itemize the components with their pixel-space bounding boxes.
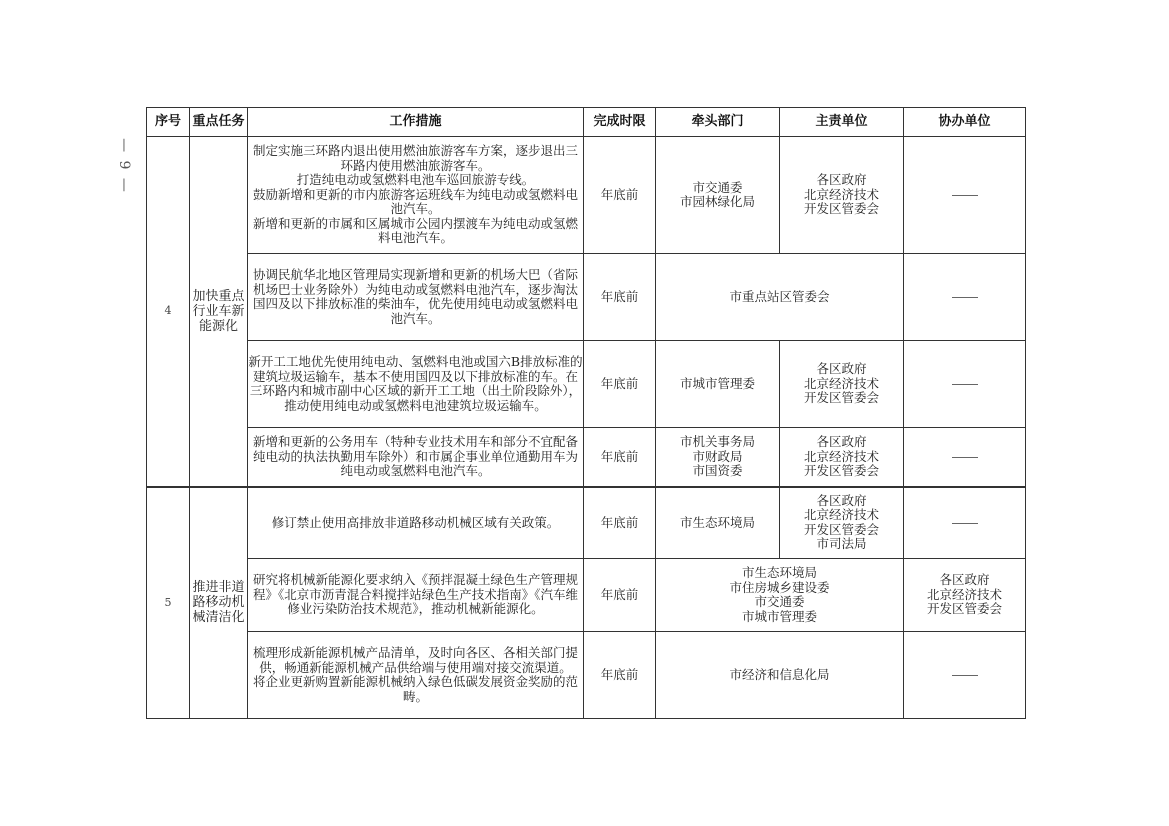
measure-cell — [248, 428, 584, 487]
lead-unit: 市机关事务局 — [679, 434, 755, 449]
responsible-cell — [780, 428, 904, 487]
table-row — [147, 137, 1026, 254]
lead-unit: 市财政局 — [692, 448, 743, 464]
lead-responsible-merged-cell: 市经济和信息化局 — [656, 632, 904, 719]
lead-cell — [656, 341, 780, 428]
lead-unit: 市交通委 — [692, 179, 743, 195]
lead-unit: 市住房城乡建设委 — [729, 579, 830, 595]
lead-responsible-merged-cell — [656, 559, 904, 632]
lead-cell — [656, 137, 780, 254]
lead-unit: 市生态环境局 — [741, 565, 817, 580]
lead-cell — [656, 428, 780, 487]
header-lead: 牵头部门 — [656, 108, 780, 137]
responsible-cell — [780, 137, 904, 254]
task-table — [146, 107, 1026, 719]
lead-unit: 市交通委 — [754, 594, 805, 609]
responsible-unit: 北京经济技术 — [803, 507, 879, 523]
measure-text: 新增和更新的公务用车（特种专业技术用车和部分不宜配备纯电动的执法执勤用车除外）和市属企事业单位通勤用车为纯电动或氢燃料电池汽车。 — [252, 434, 578, 478]
empty-dash — [952, 457, 978, 458]
measure-cell — [248, 559, 584, 632]
empty-dash — [952, 675, 978, 676]
deadline-cell: 年底前 — [584, 487, 656, 559]
responsible-unit: 各区政府 — [816, 434, 867, 449]
responsible-unit: 各区政府 — [816, 361, 867, 377]
assist-cell — [904, 341, 1026, 428]
table-row — [147, 254, 1026, 341]
responsible-unit: 北京经济技术 — [803, 448, 879, 464]
assist-cell — [904, 559, 1026, 632]
page-number: — 9 — — [116, 138, 132, 194]
table-row — [147, 341, 1026, 428]
measure-text: 新增和更新的市属和区属城市公园内摆渡车为纯电动或氢燃料电池汽车。 — [252, 215, 578, 246]
measure-text: 制定实施三环路内退出使用燃油旅游客车方案，逐步退出三环路内使用燃油旅游客车。 — [252, 143, 578, 173]
responsible-cell — [780, 487, 904, 559]
deadline-cell: 年底前 — [584, 559, 656, 632]
header-responsible: 主责单位 — [780, 108, 904, 137]
header-row — [147, 108, 1026, 137]
assist-unit: 各区政府 — [939, 572, 990, 588]
deadline-cell: 年底前 — [584, 632, 656, 719]
measure-text: 将企业更新购置新能源机械纳入绿色低碳发展资金奖励的范畴。 — [252, 674, 578, 704]
responsible-cell — [780, 341, 904, 428]
header-measure: 工作措施 — [248, 108, 584, 137]
measure-text: 鼓励新增和更新的市内旅游客运班线车为纯电动或氢燃料电池汽车。 — [252, 186, 578, 217]
assist-unit: 开发区管委会 — [926, 601, 1002, 617]
responsible-unit: 各区政府 — [816, 172, 867, 188]
responsible-unit: 市司法局 — [816, 536, 867, 552]
lead-unit: 市生态环境局 — [679, 514, 755, 530]
responsible-unit: 开发区管委会 — [803, 201, 879, 217]
empty-dash — [952, 195, 978, 196]
empty-dash — [952, 523, 978, 524]
table-row — [147, 487, 1026, 559]
measure-cell — [248, 632, 584, 719]
responsible-unit: 北京经济技术 — [803, 186, 879, 202]
lead-cell — [656, 487, 780, 559]
empty-dash — [952, 297, 978, 298]
responsible-unit: 各区政府 — [816, 492, 867, 508]
measure-cell — [248, 341, 584, 428]
seq-cell: 5 — [147, 487, 190, 719]
table-row — [147, 428, 1026, 487]
responsible-unit: 开发区管委会 — [803, 521, 879, 537]
responsible-unit: 开发区管委会 — [803, 463, 879, 478]
header-seq: 序号 — [147, 108, 190, 137]
assist-cell — [904, 254, 1026, 341]
table-row — [147, 559, 1026, 632]
deadline-cell: 年底前 — [584, 428, 656, 487]
measure-text: 新开工工地优先使用纯电动、氢燃料电池或国六B排放标准的建筑垃圾运输车，基本不使用国四及以下排放标准的车。在三环路内和城市副中心区域的新开工工地（出土阶段除外），推动使用纯电动或氢燃料电池建筑垃圾运输车。 — [248, 354, 583, 413]
empty-dash — [952, 384, 978, 385]
measure-text: 打造纯电动或氢燃料电池车巡回旅游专线。 — [296, 172, 535, 188]
lead-unit: 市国资委 — [692, 463, 743, 478]
task-cell: 加快重点行业车新能源化 — [190, 137, 248, 487]
assist-cell — [904, 137, 1026, 254]
assist-cell — [904, 632, 1026, 719]
measure-text: 协调民航华北地区管理局实现新增和更新的机场大巴（省际机场巴士业务除外）为纯电动或氢燃料电池汽车，逐步淘汰国四及以下排放标准的柴油车，优先使用纯电动或氢燃料电池汽车。 — [252, 267, 578, 326]
header-task: 重点任务 — [190, 108, 248, 137]
lead-responsible-merged-cell: 市重点站区管委会 — [656, 254, 904, 341]
assist-cell — [904, 487, 1026, 559]
measure-cell — [248, 254, 584, 341]
measure-text: 修订禁止使用高排放非道路移动机械区域有关政策。 — [271, 514, 560, 530]
measure-text: 梳理形成新能源机械产品清单，及时向各区、各相关部门提供，畅通新能源机械产品供给端与使用端对接交流渠道。 — [252, 645, 578, 675]
task-cell: 推进非道路移动机械清洁化 — [190, 487, 248, 719]
lead-unit: 市城市管理委 — [679, 375, 755, 391]
responsible-unit: 北京经济技术 — [803, 375, 879, 391]
deadline-cell: 年底前 — [584, 137, 656, 254]
seq-cell: 4 — [147, 137, 190, 487]
responsible-unit: 开发区管委会 — [803, 390, 879, 406]
measure-cell — [248, 487, 584, 559]
lead-unit: 市园林绿化局 — [679, 194, 755, 209]
deadline-cell: 年底前 — [584, 341, 656, 428]
assist-unit: 北京经济技术 — [926, 586, 1002, 602]
lead-unit: 市城市管理委 — [741, 608, 817, 624]
table-row — [147, 632, 1026, 719]
assist-cell — [904, 428, 1026, 487]
header-deadline: 完成时限 — [584, 108, 656, 137]
deadline-cell: 年底前 — [584, 254, 656, 341]
header-assist: 协办单位 — [904, 108, 1026, 137]
measure-cell — [248, 137, 584, 254]
measure-text: 研究将机械新能源化要求纳入《预拌混凝土绿色生产管理规程》《北京市沥青混合料搅拌站绿色生产技术指南》《汽车维修业污染防治技术规范》，推动机械新能源化。 — [252, 572, 578, 617]
